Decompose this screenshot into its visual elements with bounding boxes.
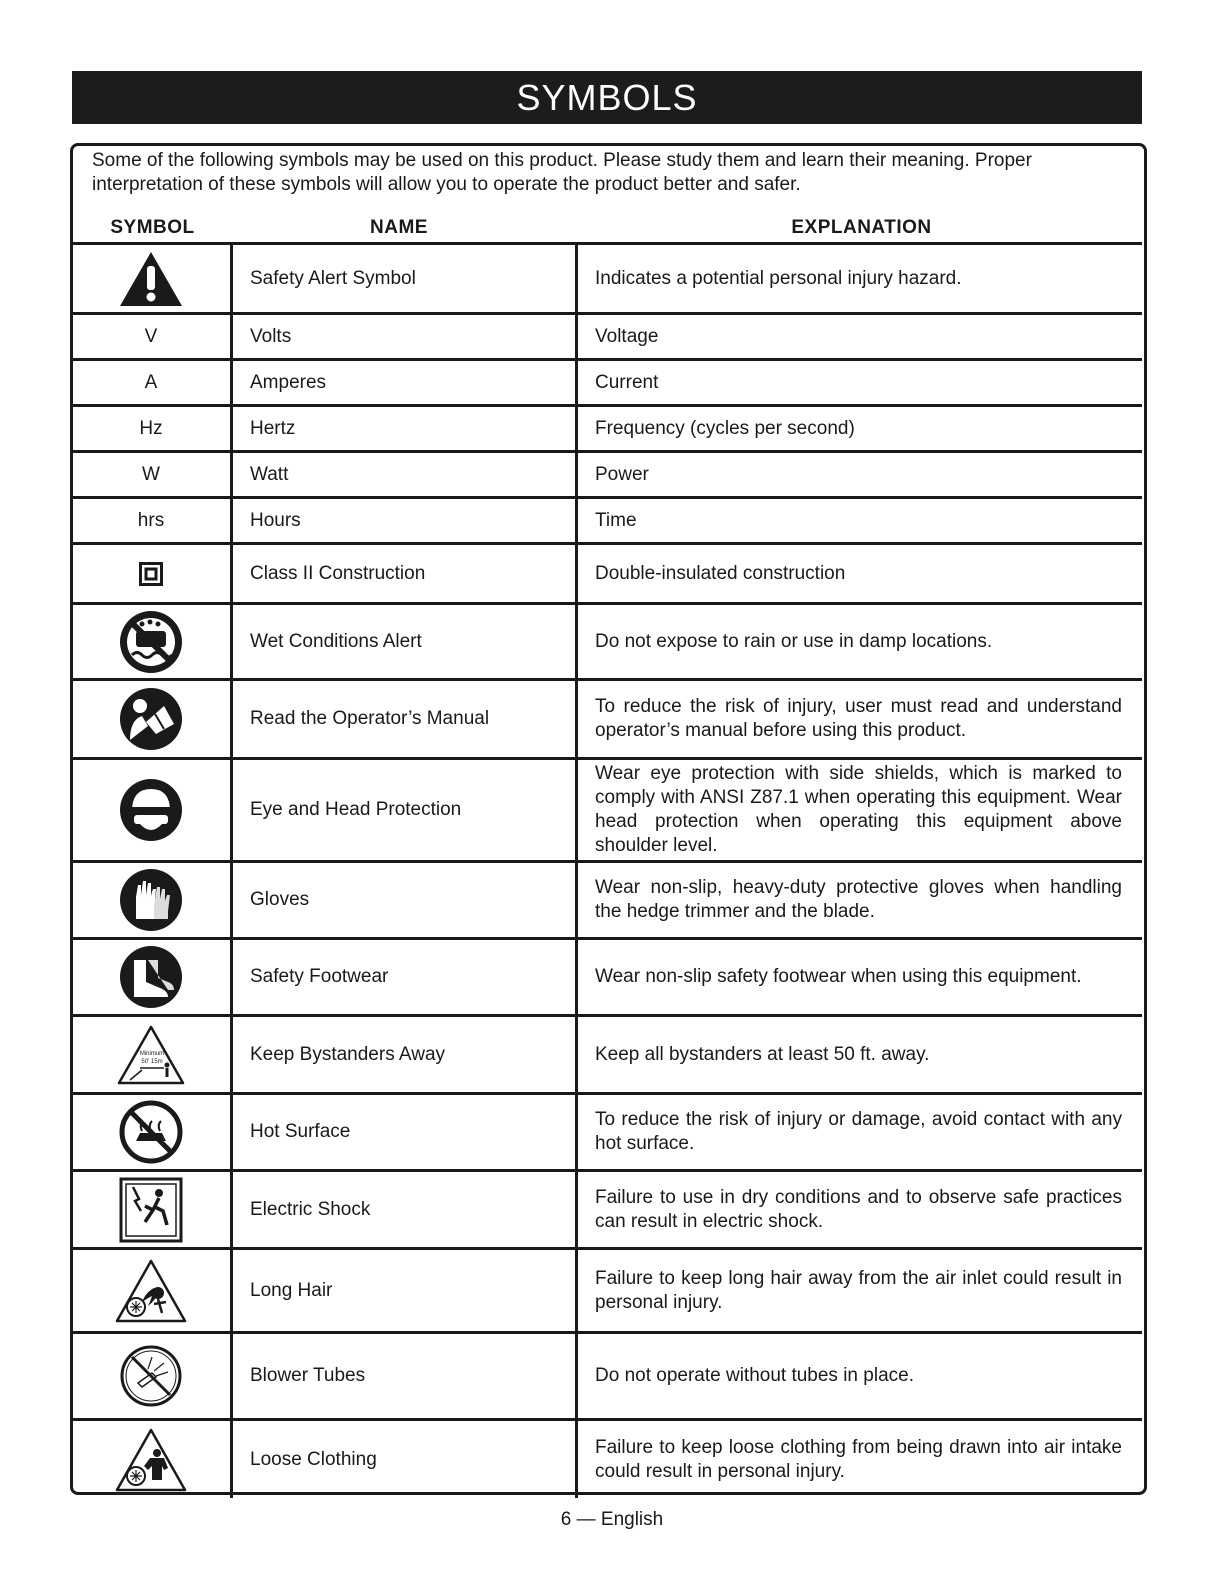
explanation-cell: Current (595, 371, 659, 393)
hot-surface-icon (118, 1099, 184, 1165)
table-row (72, 760, 1142, 863)
symbol-cell (72, 1017, 233, 1092)
name-cell: Electric Shock (233, 1172, 578, 1247)
name-cell: Amperes (233, 361, 578, 404)
page-banner-title: SYMBOLS (72, 71, 1142, 124)
table-row (72, 863, 1142, 940)
symbol-cell: hrs (72, 499, 233, 542)
name-cell: Keep Bystanders Away (233, 1017, 578, 1092)
explanation-cell: Wear non-slip, heavy-duty protective gloves when handling the hedge trimmer and the blade. (595, 877, 1122, 922)
table-row (72, 1017, 1142, 1095)
explanation-cell: To reduce the risk of injury or damage, avoid contact with any hot surface. (595, 1109, 1122, 1154)
name-cell: Loose Clothing (233, 1421, 578, 1498)
intro-text: Some of the following symbols may be used on this product. Please study them and learn their meaning. Proper interpretation of these symbols will allow you to operate the product better and safer. (92, 150, 1032, 195)
explanation-cell: Failure to keep loose clothing from being drawn into air intake could result in personal injury. (595, 1436, 1122, 1482)
keep-bystanders-away-icon (116, 1024, 186, 1086)
table-row (72, 315, 1142, 361)
name-cell: Gloves (233, 863, 578, 937)
name-cell: Eye and Head Protection (233, 760, 578, 860)
svg-text:50' 15m: 50' 15m (141, 1058, 163, 1065)
explanation-cell: Indicates a potential personal injury hazard. (595, 267, 962, 289)
name-cell: Volts (233, 315, 578, 358)
symbol-cell: Hz (72, 407, 233, 450)
name-cell: Read the Operator’s Manual (233, 681, 578, 757)
table-row (72, 1095, 1142, 1172)
symbol-cell (72, 760, 233, 860)
wet-conditions-icon (118, 609, 184, 675)
table-row (72, 1421, 1142, 1498)
symbol-cell: A (72, 361, 233, 404)
symbol-cell (72, 1095, 233, 1169)
explanation-cell: Failure to keep long hair away from the air inlet could result in personal injury. (595, 1267, 1122, 1313)
explanation-cell: Power (595, 463, 649, 485)
electric-shock-icon (119, 1177, 183, 1243)
symbol-cell (72, 1334, 233, 1418)
explanation-cell: Do not operate without tubes in place. (595, 1365, 914, 1386)
explanation-cell: Wear non-slip safety footwear when using this equipment. (595, 966, 1082, 987)
symbol-cell (72, 545, 233, 602)
svg-text:Minimum: Minimum (139, 1050, 165, 1057)
safety-alert-triangle-icon (118, 250, 184, 308)
name-cell: Long Hair (233, 1250, 578, 1331)
explanation-cell: Time (595, 509, 637, 531)
loose-clothing-icon (114, 1427, 188, 1493)
page-footer: 6 — English (560, 1509, 664, 1530)
name-cell: Watt (233, 453, 578, 496)
name-cell: Hours (233, 499, 578, 542)
explanation-cell: Failure to use in dry conditions and to observe safe practices can result in electric shock. (595, 1186, 1122, 1232)
explanation-cell: Frequency (cycles per second) (595, 417, 855, 439)
table-row (72, 940, 1142, 1017)
eye-head-protection-icon (118, 777, 184, 843)
table-row (72, 407, 1142, 453)
symbol-cell (72, 245, 233, 312)
table-row (72, 681, 1142, 760)
table-row (72, 1334, 1142, 1421)
name-cell: Blower Tubes (233, 1334, 578, 1418)
header-symbol: SYMBOL (110, 217, 195, 238)
symbol-cell (72, 863, 233, 937)
explanation-cell: Wear eye protection with side shields, which is marked to comply with ANSI Z87.1 when operating this equipment. Wear head protection when operating this equipment above shoulder level. (595, 763, 1122, 856)
symbol-cell (72, 1421, 233, 1498)
table-row (72, 605, 1142, 681)
table-row (72, 545, 1142, 605)
symbol-cell (72, 1250, 233, 1331)
explanation-cell: Double-insulated construction (595, 562, 846, 584)
symbols-table (72, 242, 1142, 1498)
read-manual-icon (118, 686, 184, 752)
symbol-cell: W (72, 453, 233, 496)
symbol-cell: V (72, 315, 233, 358)
symbol-cell (72, 1172, 233, 1247)
header-explanation: EXPLANATION (791, 217, 932, 238)
name-cell: Class II Construction (233, 545, 578, 602)
name-cell: Safety Footwear (233, 940, 578, 1014)
table-row (72, 1172, 1142, 1250)
symbol-cell (72, 605, 233, 678)
header-name: NAME (370, 217, 428, 238)
symbol-cell (72, 940, 233, 1014)
table-row (72, 453, 1142, 499)
explanation-cell: To reduce the risk of injury, user must read and understand operator’s manual before using this product. (595, 696, 1122, 741)
table-row (72, 1250, 1142, 1334)
blower-tubes-icon (118, 1343, 184, 1409)
explanation-cell: Do not expose to rain or use in damp locations. (595, 630, 993, 652)
table-row (72, 361, 1142, 407)
long-hair-icon (114, 1258, 188, 1324)
symbol-cell (72, 681, 233, 757)
safety-footwear-icon (118, 944, 184, 1010)
name-cell: Safety Alert Symbol (233, 245, 578, 312)
name-cell: Wet Conditions Alert (233, 605, 578, 678)
explanation-cell: Keep all bystanders at least 50 ft. away. (595, 1043, 930, 1065)
explanation-cell: Voltage (595, 325, 659, 347)
name-cell: Hot Surface (233, 1095, 578, 1169)
table-row (72, 499, 1142, 545)
gloves-icon (118, 867, 184, 933)
name-cell: Hertz (233, 407, 578, 450)
class-ii-square-icon (139, 562, 163, 586)
table-row (72, 245, 1142, 315)
